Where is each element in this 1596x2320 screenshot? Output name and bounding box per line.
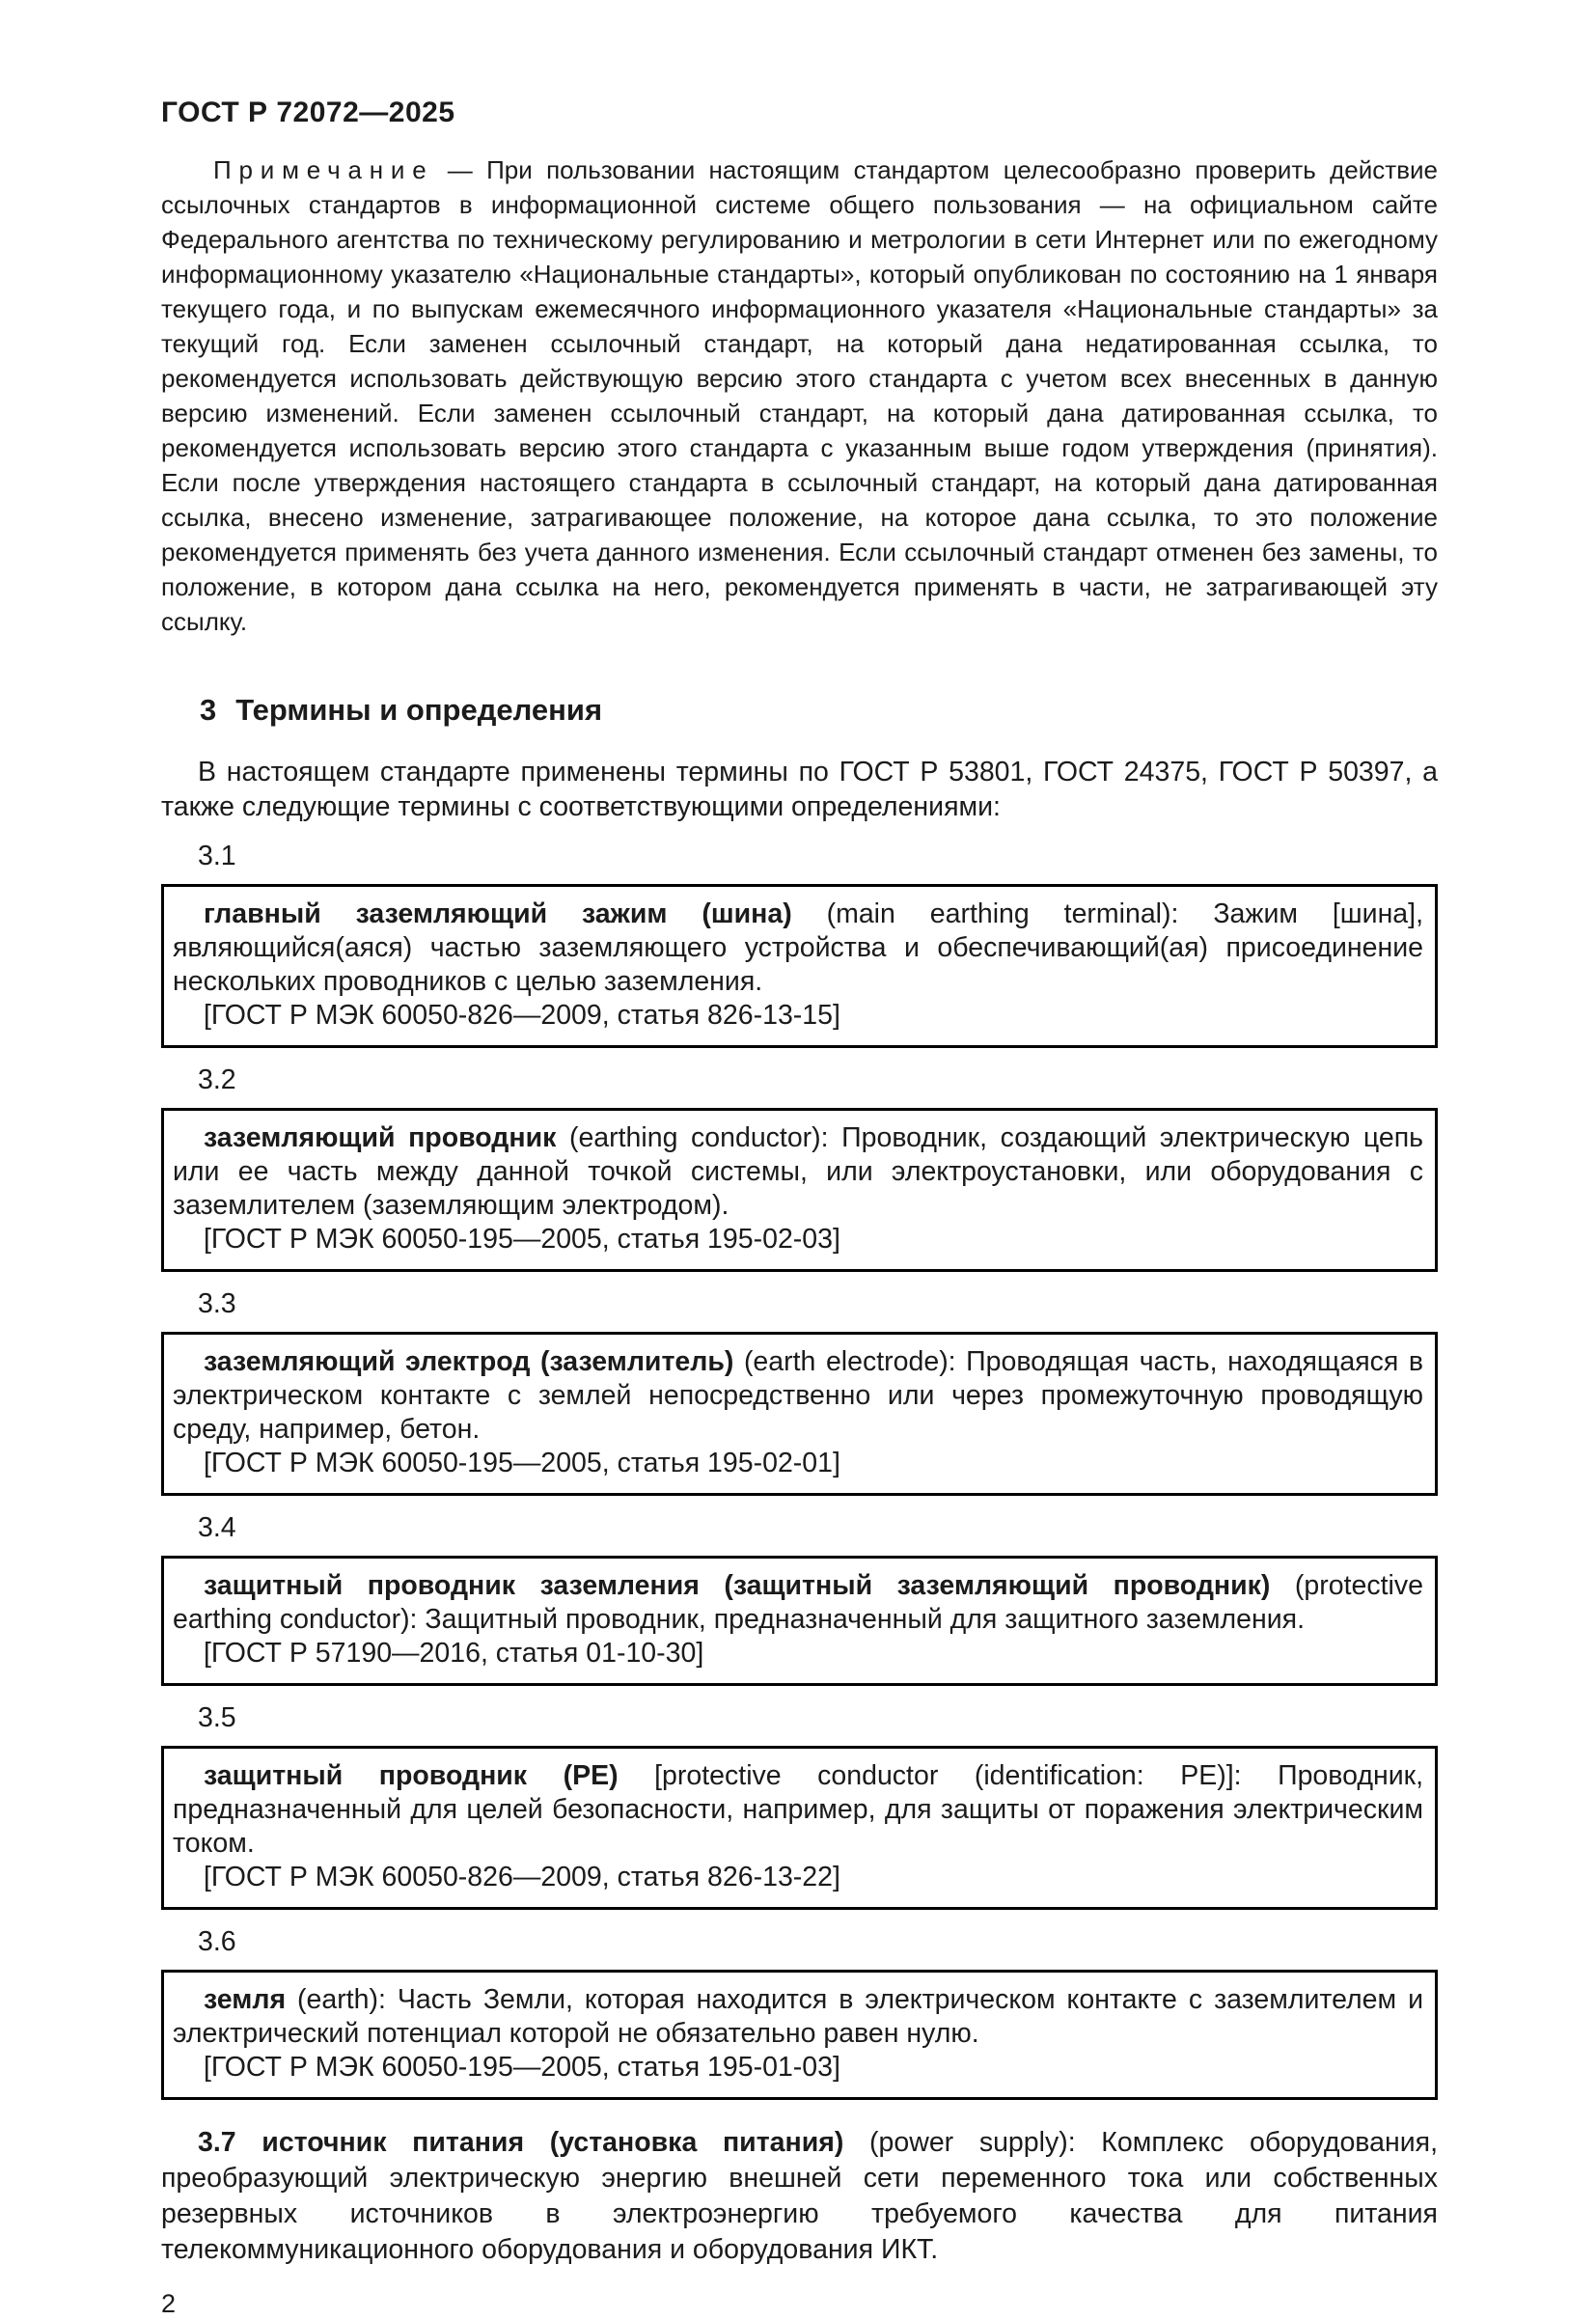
term-name: защитный проводник заземления (защитный заземляющий проводник) [204, 1570, 1271, 1601]
term-source: [ГОСТ Р МЭК 60050-195—2005, статья 195-01-03] [204, 2052, 840, 2083]
term-source: [ГОСТ Р МЭК 60050-826—2009, статья 826-13-15] [204, 1000, 840, 1031]
term-number-3-6: 3.6 [198, 1926, 236, 1957]
term-definition [173, 1121, 1423, 1223]
term-box-3-4 [161, 1556, 1438, 1686]
term-name: заземляющий электрод (заземлитель) [204, 1346, 734, 1377]
term-name: защитный проводник (PE) [204, 1760, 619, 1791]
term-name-3-7: источник питания (установка питания) [261, 2127, 844, 2158]
standard-designation: ГОСТ Р 72072—2025 [161, 97, 455, 128]
term-number-3-3: 3.3 [198, 1288, 236, 1319]
term-name: главный заземляющий зажим (шина) [204, 898, 792, 929]
term-definition [173, 1345, 1423, 1447]
term-text: (earth electrode): Проводящая часть, находящаяся в электрическом контакте с землей непосредственно или через промежуточную проводящую среду, например, бетон. [173, 1346, 1424, 1445]
term-box-3-2 [161, 1108, 1438, 1272]
term-source: [ГОСТ Р МЭК 60050-826—2009, статья 826-13-22] [204, 1862, 840, 1892]
term-box-3-5 [161, 1746, 1438, 1910]
term-name: заземляющий проводник [204, 1122, 557, 1153]
term-source: [ГОСТ Р МЭК 60050-195—2005, статья 195-02-03] [204, 1224, 840, 1255]
term-box-3-6 [161, 1970, 1438, 2100]
term-definition [173, 1569, 1423, 1637]
note-text: — При пользовании настоящим стандартом целесообразно проверить действие ссылочных стандартов в информационной системе общего пользования — на официальном сайте Федерального агентства по техническому регулированию и метрологии в сети Интернет или по ежегодному информационному указателю «Национальные стандарты», который опубликован по состоянию на 1 января текущего года, и по выпускам ежемесячного информационного указателя «Национальные стандарты» за текущий год. Если заменен ссылочный стандарт, на который дана недатированная ссылка, то рекомендуется использовать действующую версию этого стандарта с учетом всех внесенных в данную версию изменений. Если заменен ссылочный стандарт, на который дана датированная ссылка, то рекомендуется использовать версию этого стандарта с указанным выше годом утверждения (принятия). Если после утверждения настоящего стандарта в ссылочный стандарт, на который дана датированная ссылка, внесено изменение, затрагивающее положение, на которое дана ссылка, то это положение рекомендуется применять без учета данного изменения. Если ссылочный стандарт отменен без замены, то положение, в котором дана ссылка на него, рекомендуется применять в части, не затрагивающей эту ссылку. [161, 155, 1438, 636]
term-number-3-1: 3.1 [198, 841, 236, 871]
term-number-3-7: 3.7 [198, 2127, 262, 2158]
term-name: земля [204, 1984, 287, 2015]
term-definition [173, 1759, 1423, 1861]
section-title: Термины и определения [235, 693, 603, 727]
term-box-3-1 [161, 884, 1438, 1048]
term-paragraph-3-7 [161, 2125, 1438, 2268]
page-number: 2 [161, 2289, 177, 2318]
term-source: [ГОСТ Р 57190—2016, статья 01-10-30] [204, 1638, 704, 1669]
term-text: (earth): Часть Земли, которая находится в электрическом контакте с заземлителем и электрический потенциал которой не обязательно равен нулю. [173, 1984, 1423, 2049]
term-number-3-4: 3.4 [198, 1512, 236, 1543]
term-text: (protective earthing conductor): Защитный проводник, предназначенный для защитного заземления. [173, 1570, 1423, 1635]
term-number-3-2: 3.2 [198, 1064, 236, 1095]
note-paragraph [161, 152, 1438, 639]
term-number-3-5: 3.5 [198, 1702, 236, 1733]
note-label: Примечание [213, 155, 434, 184]
term-box-3-3 [161, 1332, 1438, 1496]
term-definition [173, 898, 1423, 999]
section-number: 3 [200, 693, 217, 727]
term-definition [173, 1983, 1423, 2051]
term-source: [ГОСТ Р МЭК 60050-195—2005, статья 195-02-01] [204, 1448, 840, 1478]
section-heading [161, 693, 1438, 728]
term-text-3-7: (power supply): Комплекс оборудования, преобразующий электрическую энергию внешней сети переменного тока или собственных резервных источников в электроэнергию требуемого качества для питания телекоммуникационного оборудования и оборудования ИКТ. [161, 2127, 1438, 2265]
section-intro: В настоящем стандарте применены термины по ГОСТ Р 53801, ГОСТ 24375, ГОСТ Р 50397, а также следующие термины с соответствующими определениями: [161, 757, 1438, 822]
term-text: (main earthing terminal): Зажим [шина], являющийся(аяся) частью заземляющего устройства и обеспечивающий(ая) присоединение нескольких проводников с целью заземления. [173, 898, 1423, 997]
term-text: [protective conductor (identification: PE)]: Проводник, предназначенный для целей безопасности, например, для защиты от поражения электрическим током. [173, 1760, 1424, 1859]
term-text: (earthing conductor): Проводник, создающий электрическую цепь или ее часть между данной точкой системы, или электроустановки, или оборудования с заземлителем (заземляющим электродом). [173, 1122, 1423, 1221]
